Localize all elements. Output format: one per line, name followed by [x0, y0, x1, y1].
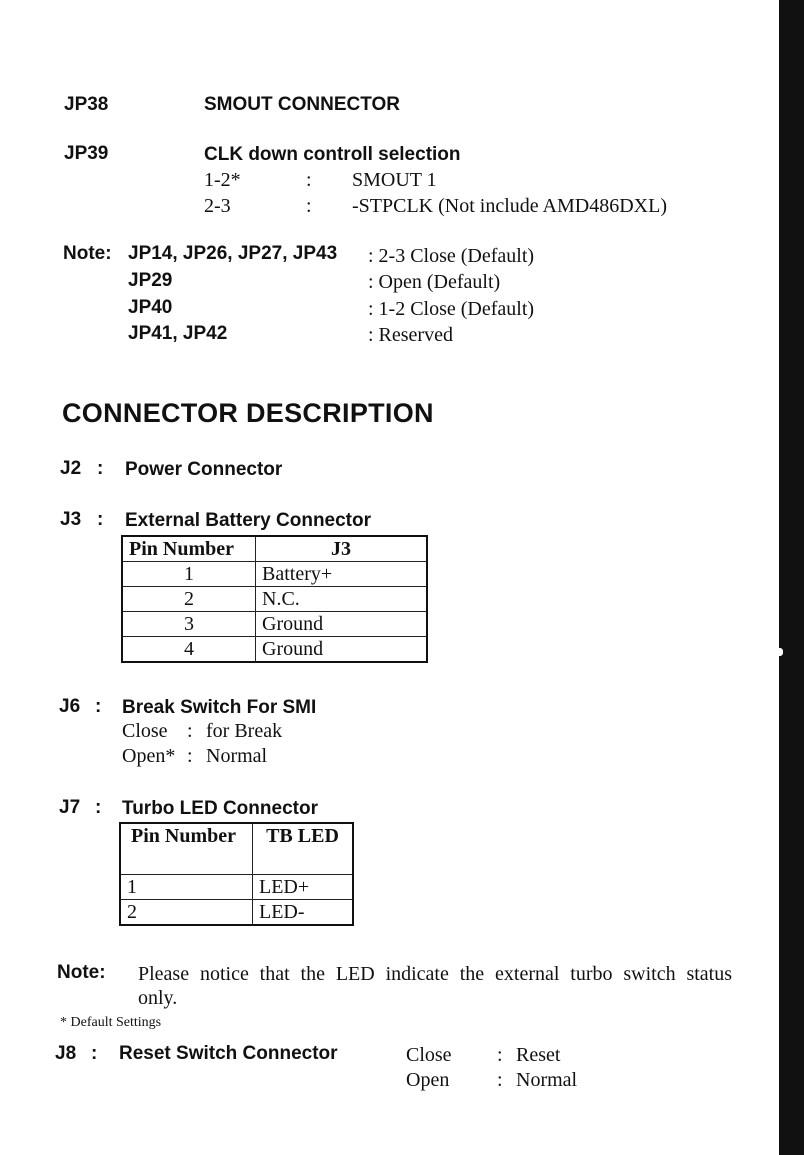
- j6-sep: :: [95, 696, 102, 717]
- jp39-option-value: SMOUT 1: [352, 169, 437, 191]
- jp39-option-sep: :: [306, 169, 312, 191]
- table-header-cell: J3: [256, 536, 428, 562]
- scan-edge-notch: [773, 648, 783, 656]
- table-cell-signal: Ground: [256, 637, 428, 663]
- scan-edge-shadow: [779, 0, 804, 1155]
- table-cell-pin: 2: [122, 587, 256, 612]
- section-title: CONNECTOR DESCRIPTION: [62, 398, 434, 428]
- j8-title: Reset Switch Connector: [119, 1043, 338, 1064]
- table-cell-signal: Battery+: [256, 562, 428, 587]
- j6-option-state: Open*: [122, 745, 176, 767]
- j8-option-state: Close: [406, 1044, 452, 1066]
- jp39-option-value: -STPCLK (Not include AMD486DXL): [352, 195, 667, 217]
- j6-option-value: for Break: [206, 720, 283, 742]
- j6-option-sep: :: [187, 720, 193, 742]
- table-cell-pin: 1: [122, 562, 256, 587]
- j6-option-value: Normal: [206, 745, 268, 767]
- note-jumper-value: : 2-3 Close (Default): [368, 245, 535, 267]
- jp39-option-pins: 1-2*: [204, 169, 241, 191]
- jp39-title: CLK down controll selection: [204, 144, 461, 165]
- j7-label: J7: [59, 797, 81, 818]
- note-jumper-list: JP41, JP42: [128, 323, 228, 344]
- note-jumper-value: : 1-2 Close (Default): [368, 298, 535, 320]
- note2-text-line1: Please notice that the LED indicate the external turbo switch status: [138, 963, 732, 985]
- table-row: [122, 587, 427, 612]
- table-header-cell: Pin Number: [122, 536, 256, 562]
- table-header-row: [120, 823, 353, 875]
- table-cell-pin: 1: [120, 875, 253, 900]
- table-header-cell: Pin Number: [120, 823, 253, 875]
- note-jumper-list: JP14, JP26, JP27, JP43: [128, 243, 338, 264]
- j6-label: J6: [59, 696, 81, 717]
- j8-option-value: Reset: [516, 1044, 561, 1066]
- table-cell-signal: LED-: [253, 900, 354, 926]
- j6-option-sep: :: [187, 745, 193, 767]
- j7-pin-table: [119, 822, 354, 926]
- j3-label: J3: [60, 509, 82, 530]
- j8-option-state: Open: [406, 1069, 450, 1091]
- j8-option-sep: :: [497, 1044, 503, 1066]
- table-header-row: [122, 536, 427, 562]
- table-cell-pin: 3: [122, 612, 256, 637]
- footnote-default-settings: * Default Settings: [60, 1015, 162, 1030]
- j3-pin-table: [121, 535, 428, 663]
- table-row: [122, 612, 427, 637]
- jp38-label: JP38: [64, 94, 109, 115]
- note2-label: Note:: [57, 962, 106, 983]
- table-cell-signal: Ground: [256, 612, 428, 637]
- jp38-title: SMOUT CONNECTOR: [204, 94, 400, 115]
- note-jumper-value: : Open (Default): [368, 271, 501, 293]
- table-cell-pin: 2: [120, 900, 253, 926]
- j7-title: Turbo LED Connector: [122, 798, 318, 819]
- table-header-cell: TB LED: [253, 823, 354, 875]
- table-cell-pin: 4: [122, 637, 256, 663]
- table-row: [120, 900, 353, 926]
- j8-label: J8: [55, 1043, 77, 1064]
- note-label: Note:: [63, 243, 112, 264]
- table-cell-signal: N.C.: [256, 587, 428, 612]
- j2-sep: :: [97, 458, 104, 479]
- table-row: [122, 637, 427, 663]
- j2-label: J2: [60, 458, 82, 479]
- j8-option-sep: :: [497, 1069, 503, 1091]
- jp39-label: JP39: [64, 143, 109, 164]
- j8-sep: :: [91, 1043, 98, 1064]
- jp39-option-sep: :: [306, 195, 312, 217]
- jp39-option-pins: 2-3: [204, 195, 231, 217]
- j6-option-state: Close: [122, 720, 168, 742]
- j6-title: Break Switch For SMI: [122, 697, 317, 718]
- j2-title: Power Connector: [125, 459, 283, 480]
- table-row: [120, 875, 353, 900]
- j3-sep: :: [97, 509, 104, 530]
- table-cell-signal: LED+: [253, 875, 354, 900]
- note-jumper-list: JP29: [128, 270, 173, 291]
- j7-sep: :: [95, 797, 102, 818]
- j8-option-value: Normal: [516, 1069, 578, 1091]
- note2-text-line2: only.: [138, 987, 178, 1009]
- note-jumper-list: JP40: [128, 297, 173, 318]
- table-row: [122, 562, 427, 587]
- note-jumper-value: : Reserved: [368, 324, 453, 346]
- j3-title: External Battery Connector: [125, 510, 372, 531]
